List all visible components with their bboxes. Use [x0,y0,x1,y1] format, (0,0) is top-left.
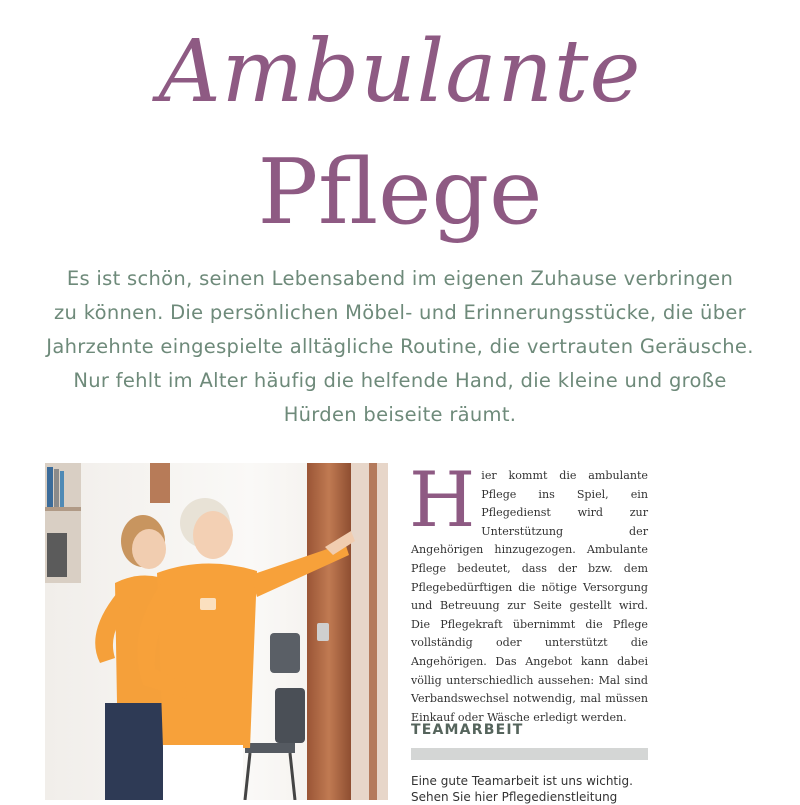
dropcap-letter: H [409,455,476,544]
intro-line: Nur fehlt im Alter häufig die helfende Hand, die kleine und große [73,369,727,392]
intro-line: Es ist schön, seinen Lebensabend im eigenen Zuhause verbringen [66,267,734,290]
page-title-line2: Pflege [257,140,543,245]
section-text: Eine gute Teamarbeit ist uns wichtig. Sehen Sie hier Pflegedienstleitung [411,774,633,804]
intro-line: Jahrzehnte eingespielte alltägliche Routine, die vertrauten Geräusche. [46,335,754,358]
article-text: ier kommt die ambulante Pflege ins Spiel, ein Pflegedienst wird zur Unterstützung der Angehörigen hinzugezogen. Ambulante Pflege bedeutet, dass der bzw. dem Pflegebedürftigen die nötige Versorgung und Betreuung zur Seite gestellt wird. Die Pflegekraft übernimmt die Pflege vollständig oder unterstützt die Angehörigen. Das Angebot kann dabei völlig unterschiedlich aussehen: Mal sind Verbandswechsel notwendig, mal müssen Einkauf oder Wäsche erledigt werden. [411,469,648,724]
intro-line: zu können. Die persönlichen Möbel- und Erinnerungsstücke, die über [54,301,746,324]
section-divider [411,748,648,760]
intro-paragraph [40,262,760,432]
intro-line: Hürden beiseite räumt. [283,403,517,426]
caregivers-photo [45,463,388,800]
section-heading: TEAMARBEIT [411,722,524,738]
page-title-line1: Ambulante [158,22,642,122]
article-body [409,455,648,727]
